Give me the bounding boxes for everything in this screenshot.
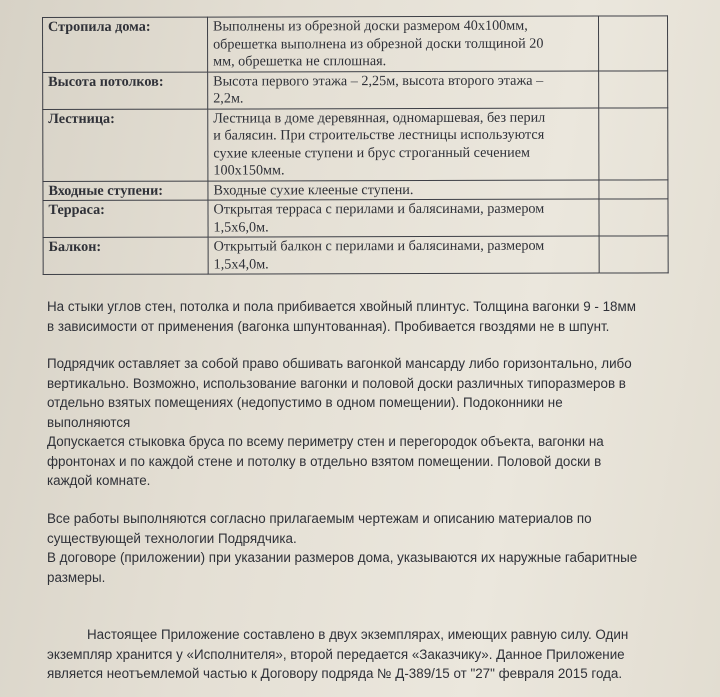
text-line: В договоре (приложении) при указании размеров дома, указываются их наружные габаритные	[47, 550, 638, 565]
description-line: 2,2м.	[213, 90, 244, 107]
text-line: выполняются	[47, 414, 131, 430]
description-line: Высота первого этажа – 2,25м, высота второго этажа –	[213, 72, 544, 90]
table-row-ceiling-height	[43, 70, 668, 109]
paragraph-joints	[47, 432, 720, 491]
description-line: 1,5х6,0м.	[213, 218, 269, 236]
row-label: Входные ступени:	[43, 181, 208, 201]
table-row-balcony	[43, 236, 668, 275]
table-row-terrace	[43, 199, 668, 238]
description-line: Открытая терраса с перилами и балясинами, размером	[213, 200, 545, 218]
paragraph-dimensions	[47, 548, 720, 587]
row-description	[208, 236, 599, 274]
table-row-entrance-steps	[43, 179, 668, 200]
description-line: Выполнены из обрезной доски размером 40х100мм,	[212, 17, 528, 35]
row-label: Лестница:	[43, 109, 208, 181]
text-line: Подрядчик оставляет за собой право обшивать вагонкой мансарду либо горизонтально, либо	[47, 356, 632, 371]
row-label: Высота потолков:	[43, 72, 208, 109]
description-line: мм, обрешетка не сплошная.	[213, 53, 387, 70]
description-line: 100х150мм.	[213, 162, 285, 179]
paragraph-baseboard	[47, 297, 720, 336]
row-description	[208, 108, 599, 181]
text-line: в зависимости от применения (вагонка шпунтованная). Пробивается гвоздями не в шпунт.	[47, 318, 610, 334]
description-line: Открытый балкон с перилами и балясинами, размером	[213, 237, 545, 255]
empty-cell	[599, 199, 668, 236]
text-line: размеры.	[47, 569, 106, 585]
text-line: На стыки углов стен, потолка и пола прибивается хвойный плинтус. Толщина вагонки 9 - 18мм	[47, 299, 636, 314]
table-row-rafters	[43, 16, 668, 72]
description-line: Входные сухие клееные ступени.	[213, 181, 414, 199]
paragraph-final-clause	[47, 625, 720, 684]
description-line: сухие клееные ступени и брус строганный сечением	[213, 144, 531, 162]
text-line: экземпляр хранится у «Исполнителя», второй передается «Заказчику». Данное Приложение	[47, 646, 625, 662]
row-label: Балкон:	[43, 237, 208, 274]
row-label: Стропила дома:	[43, 17, 208, 72]
text-line: каждой комнате.	[47, 473, 151, 488]
paragraph-contractor-rights	[47, 354, 720, 432]
table-row-staircase	[43, 107, 668, 181]
row-description	[207, 16, 598, 72]
house-spec-table	[42, 15, 669, 275]
text-line: является неотъемлемой частью к Договору подряда № Д-389/15 от "27" февраля 2015 года.	[47, 666, 623, 681]
text-line: вертикально. Возможно, использование вагонки и половой доски различных типоразмеров в	[47, 375, 626, 391]
text-line: Допускается стыковка бруса по всему периметру стен и перегородок объекта, вагонки на	[47, 434, 604, 449]
text-line: Настоящее Приложение составлено в двух экземплярах, имеющих равную силу. Один	[87, 627, 629, 642]
text-line: отдельно взятых помещениях (недопустимо в одном помещении). Подоконники не	[47, 395, 563, 410]
description-line: 1,5х4,0м.	[213, 255, 269, 273]
paragraph-works	[47, 509, 720, 548]
text-line: Все работы выполняются согласно прилагаемым чертежам и описанию материалов по	[47, 511, 592, 526]
empty-cell	[599, 236, 668, 273]
empty-cell	[598, 70, 667, 107]
empty-cell	[599, 179, 668, 199]
empty-cell	[598, 16, 667, 71]
row-label: Терраса:	[43, 200, 208, 237]
text-line: фронтонах и по каждой стене и потолку в отдельно взятом помещении. Половой доски в	[47, 453, 602, 469]
row-description	[208, 180, 599, 201]
description-line: и балясин. При строительстве лестницы используются	[213, 126, 545, 144]
row-description	[208, 71, 599, 109]
text-line: существующей технологии Подрядчика.	[47, 530, 297, 546]
row-description	[208, 199, 599, 237]
description-line: обрешетка выполнена из обрезной доски толщиной 20	[213, 35, 544, 53]
empty-cell	[598, 107, 668, 179]
description-line: Лестница в доме деревянная, одномаршевая, без перил	[213, 109, 546, 127]
